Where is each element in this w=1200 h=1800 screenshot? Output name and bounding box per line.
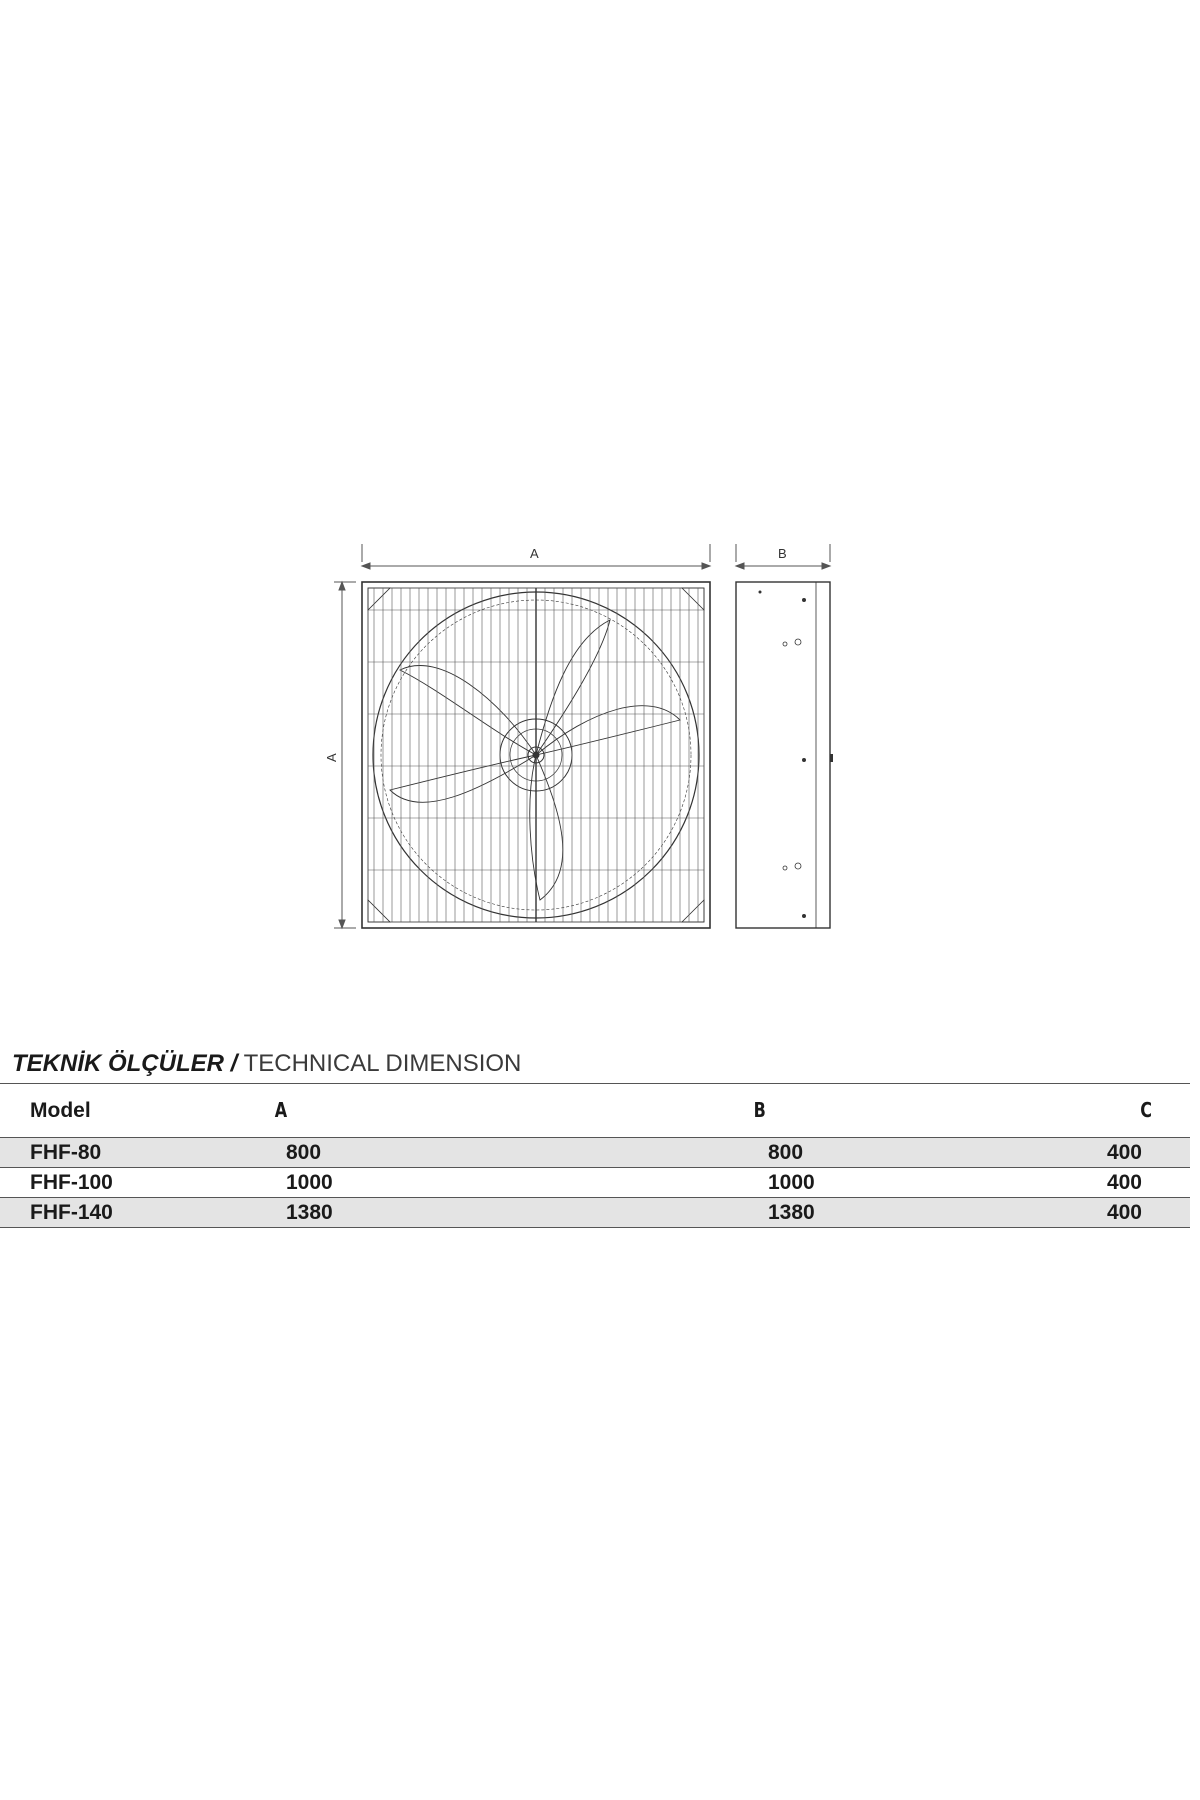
section-title [12, 1050, 521, 1078]
fan-side-view [736, 582, 833, 928]
cell-b: 800 [768, 1141, 804, 1164]
section-title-turkish: TEKNİK ÖLÇÜLER [12, 1050, 224, 1077]
table-row [0, 1168, 1190, 1198]
table-header-row [0, 1084, 1190, 1138]
header-c: C [1139, 1098, 1152, 1122]
section-title-separator: / [230, 1050, 238, 1077]
fan-front-view [362, 582, 710, 928]
cell-c: 400 [1106, 1171, 1142, 1194]
side-depth-label: B [778, 546, 787, 561]
front-width-label: A [530, 546, 539, 561]
cell-a: 1380 [286, 1201, 333, 1224]
section-title-english: TECHNICAL DIMENSION [243, 1050, 522, 1077]
cell-model: FHF-80 [30, 1141, 102, 1164]
technical-dimension-table [0, 1083, 1190, 1228]
table-row [0, 1138, 1190, 1168]
cell-model: FHF-100 [30, 1171, 113, 1194]
cell-model: FHF-140 [30, 1201, 113, 1224]
cell-a: 800 [286, 1141, 322, 1164]
cell-c: 400 [1106, 1201, 1142, 1224]
cell-b: 1380 [768, 1201, 815, 1224]
front-height-label: A [324, 753, 339, 762]
cell-c: 400 [1106, 1141, 1142, 1164]
header-b: B [753, 1098, 766, 1122]
table-row [0, 1198, 1190, 1228]
cell-a: 1000 [286, 1171, 333, 1194]
header-a: A [274, 1098, 288, 1122]
header-model: Model [30, 1099, 91, 1122]
cell-b: 1000 [768, 1171, 815, 1194]
fan-technical-drawing [320, 540, 880, 940]
